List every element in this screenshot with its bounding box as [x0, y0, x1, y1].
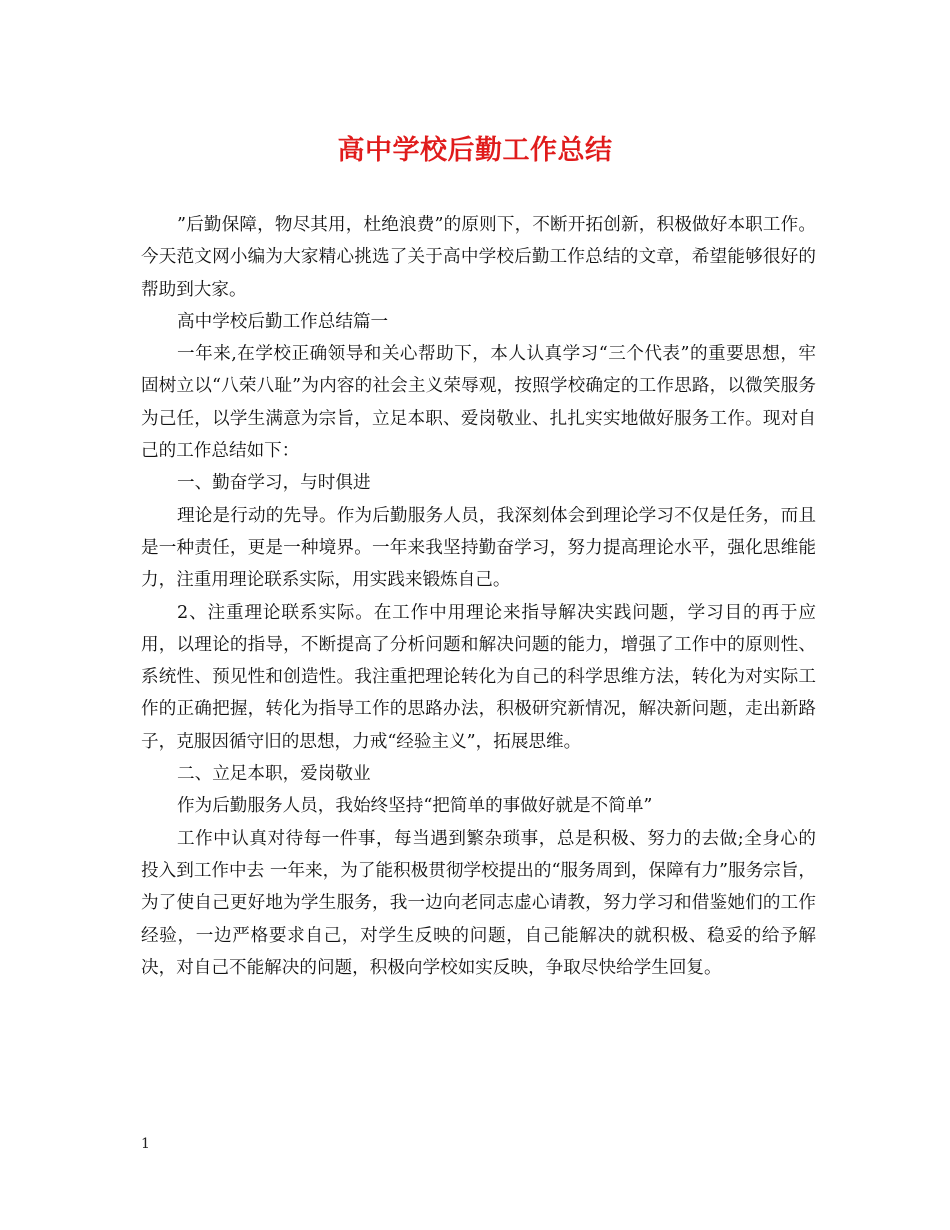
page-number: 1: [141, 1136, 150, 1152]
document-body: [141, 209, 816, 984]
paragraph-theory: 理论是行动的先导。作为后勤服务人员，我深刻体会到理论学习不仅是任务，而且是一种责任，更是一种境界。一年来我坚持勤奋学习，努力提高理论水平，强化思维能力，注重用理论联系实际，用实践来锻炼自己。: [141, 505, 816, 591]
paragraph-service: 工作中认真对待每一件事，每当遇到繁杂琐事，总是积极、努力的去做;全身心的投入到工作中去 一年来，为了能积极贯彻学校提出的“服务周到，保障有力”服务宗旨，为了使自己更好地为学生服务，我一边向老同志虚心请教，努力学习和借鉴她们的工作经验，一边严格要求自己，对学生反映的问题，自己能解决的就积极、稳妥的给予解决，对自己不能解决的问题，积极向学校如实反映，争取尽快给学生回复。: [141, 828, 816, 978]
paragraph-principle: 作为后勤服务人员，我始终坚持“把简单的事做好就是不简单”: [177, 796, 653, 817]
paragraph-intro: ”后勤保障，物尽其用，杜绝浪费”的原则下，不断开拓创新，积极做好本职工作。今天范文网小编为大家精心挑选了关于高中学校后勤工作总结的文章，希望能够很好的帮助到大家。: [141, 215, 816, 300]
section-heading-duty: 二、立足本职，爱岗敬业: [177, 764, 371, 785]
paragraph-practice: 2、注重理论联系实际。在工作中用理论来指导解决实践问题，学习目的再于应用，以理论的指导，不断提高了分析问题和解决问题的能力，增强了工作中的原则性、系统性、预见性和创造性。我注重把理论转化为自己的科学思维方法，转化为对实际工作的正确把握，转化为指导工作的思路办法，积极研究新情况，解决新问题，走出新路子，克服因循守旧的思想，力戒“经验主义”，拓展思维。: [141, 602, 816, 752]
section-heading-part-one: 高中学校后勤工作总结篇一: [177, 311, 389, 332]
section-heading-study: 一、勤奋学习，与时俱进: [177, 473, 371, 494]
paragraph-overview: 一年来,在学校正确领导和关心帮助下，本人认真学习“三个代表”的重要思想，牢固树立以“八荣八耻”为内容的社会主义荣辱观，按照学校确定的工作思路，以微笑服务为己任，以学生满意为宗旨，立足本职、爱岗敬业、扎扎实实地做好服务工作。现对自己的工作总结如下：: [141, 344, 816, 462]
document-title: 高中学校后勤工作总结: [337, 135, 613, 166]
